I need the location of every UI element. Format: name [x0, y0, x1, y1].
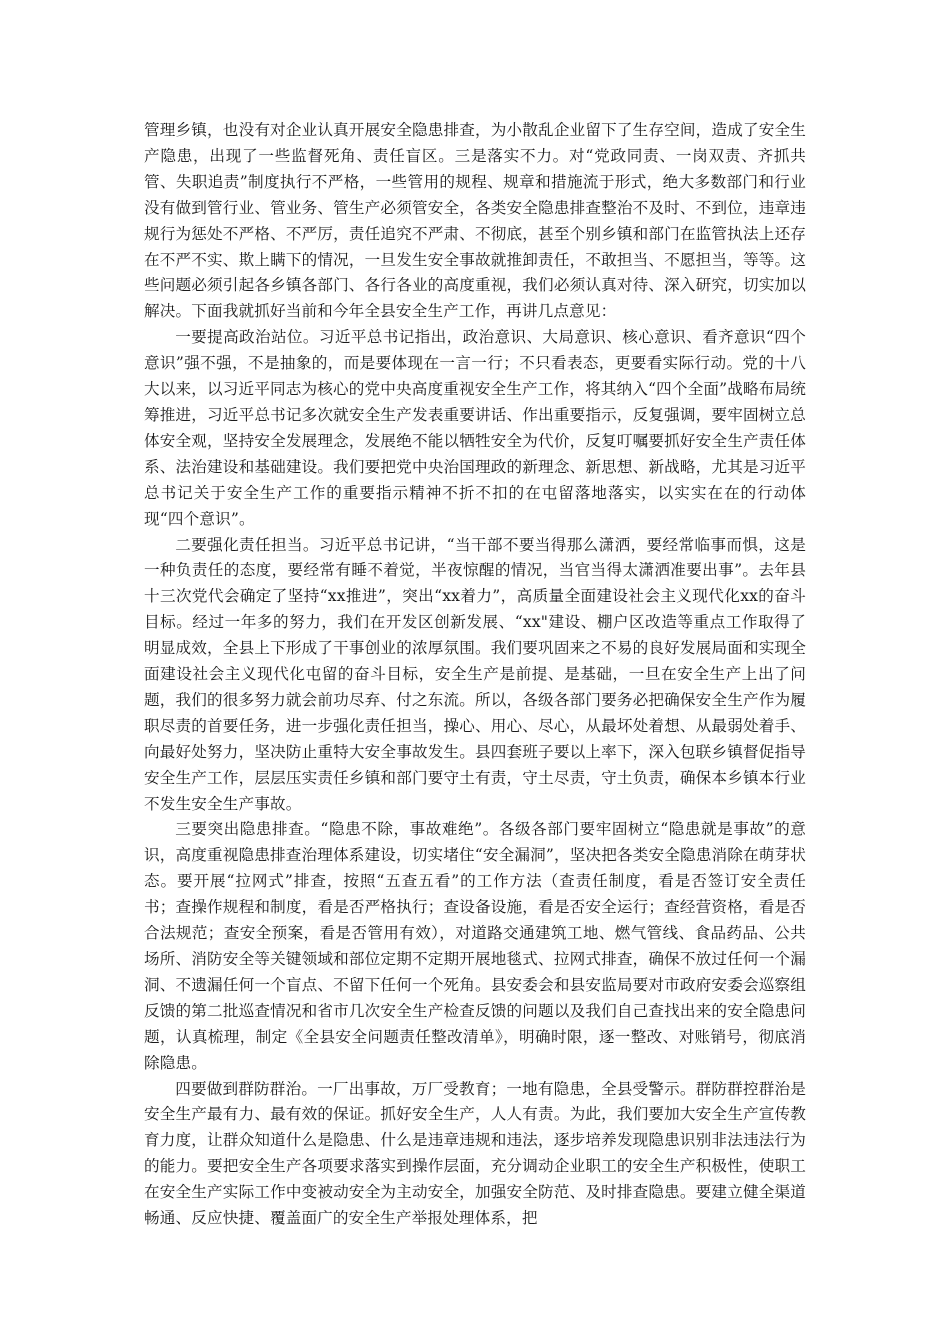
paragraph-5: 四要做到群防群治。一厂出事故，万厂受教育；一地有隐患，全县受警示。群防群控群治是安全生产最有力、最有效的保证。抓好安全生产，人人有责。为此，我们要加大安全生产宣传教育力度，让群众知道什么是隐患、什么是违章违规和违法，逐步培养发现隐患识别非法违法行为的能力。要把安全生产各项要求落实到操作层面，充分调动企业职工的安全生产积极性，使职工在安全生产实际工作中变被动安全为主动安全，加强安全防范、及时排查隐患。要建立健全渠道畅通、反应快捷、覆盖面广的安全生产举报处理体系，把	[144, 1079, 806, 1228]
paragraph-2: 一要提高政治站位。习近平总书记指出，政治意识、大局意识、核心意识、看齐意识“四个意识”强不强，不是抽象的，而是要体现在一言一行；不只看表态，更要看实际行动。党的十八大以来，以习近平同志为核心的党中央高度重视安全生产工作，将其纳入“四个全面”战略布局统筹推进，习近平总书记多次就安全生产发表重要讲话、作出重要指示，反复强调，要牢固树立总体安全观，坚持安全发展理念，发展绝不能以牺牲安全为代价，反复叮嘱要抓好安全生产责任体系、法治建设和基础建设。我们要把党中央治国理政的新理念、新思想、新战略，尤其是习近平总书记关于安全生产工作的重要指示精神不折不扣的在屯留落地落实，以实实在在的行动体现“四个意识”。	[144, 328, 806, 528]
paragraph-4: 三要突出隐患排查。“隐患不除，事故难绝”。各级各部门要牢固树立“隐患就是事故”的意识，高度重视隐患排查治理体系建设，切实堵住“安全漏洞”，坚决把各类安全隐患消除在萌芽状态。要开展“拉网式”排查，按照“五查五看”的工作方法（查责任制度，看是否签订安全责任书；查操作规程和制度，看是否严格执行；查设备设施，看是否安全运行；查经营资格，看是否合法规范；查安全预案，看是否管用有效），对道路交通建筑工地、燃气管线、食品药品、公共场所、消防安全等关键领域和部位定期不定期开展地毯式、拉网式排查，确保不放过任何一个漏洞、不遗漏任何一个盲点、不留下任何一个死角。县安委会和县安监局要对市政府安委会巡察组反馈的第二批巡查情况和省市几次安全生产检查反馈的问题以及我们自己查找出来的安全隐患问题，认真梳理，制定《全县安全问题责任整改清单》，明确时限，逐一整改、对账销号，彻底消除隐患。	[144, 820, 806, 1072]
document-page	[144, 118, 806, 1232]
paragraph-3: 二要强化责任担当。习近平总书记讲，“当干部不要当得那么潇洒，要经常临事而惧，这是一种负责任的态度，要经常有睡不着觉，半夜惊醒的情况，当官当得太潇洒准要出事”。去年县十三次党代会确定了坚持“xx推进”，突出“xx着力”，高质量全面建设社会主义现代化xx的奋斗目标。经过一年多的努力，我们在开发区创新发展、“xx"建设、棚户区改造等重点工作取得了明显成效，全县上下形成了干事创业的浓厚氛围。我们要巩固来之不易的良好发展局面和实现全面建设社会主义现代化屯留的奋斗目标，安全生产是前提、是基础，一旦在安全生产上出了问题，我们的很多努力就会前功尽弃、付之东流。所以，各级各部门要务必把确保安全生产作为履职尽责的首要任务，进一步强化责任担当，操心、用心、尽心，从最坏处着想、从最弱处着手、向最好处努力，坚决防止重特大安全事故发生。县四套班子要以上率下，深入包联乡镇督促指导安全生产工作，层层压实责任乡镇和部门要守土有责，守土尽责，守土负责，确保本乡镇本行业不发生安全生产事故。	[144, 535, 806, 813]
paragraph-1: 管理乡镇，也没有对企业认真开展安全隐患排查，为小散乱企业留下了生存空间，造成了安全生产隐患，出现了一些监督死角、责任盲区。三是落实不力。对“党政同责、一岗双责、齐抓共管、失职追责”制度执行不严格，一些管用的规程、规章和措施流于形式，绝大多数部门和行业没有做到管行业、管业务、管生产必须管安全，各类安全隐患排查整治不及时、不到位，违章违规行为惩处不严格、不严厉，责任追究不严肃、不彻底，甚至个别乡镇和部门在监管执法上还存在不严不实、欺上瞒下的情况，一旦发生安全事故就推卸责任，不敢担当、不愿担当，等等。这些问题必须引起各乡镇各部门、各行各业的高度重视，我们必须认真对待、深入研究，切实加以解决。下面我就抓好当前和今年全县安全生产工作，再讲几点意见：	[144, 121, 806, 321]
